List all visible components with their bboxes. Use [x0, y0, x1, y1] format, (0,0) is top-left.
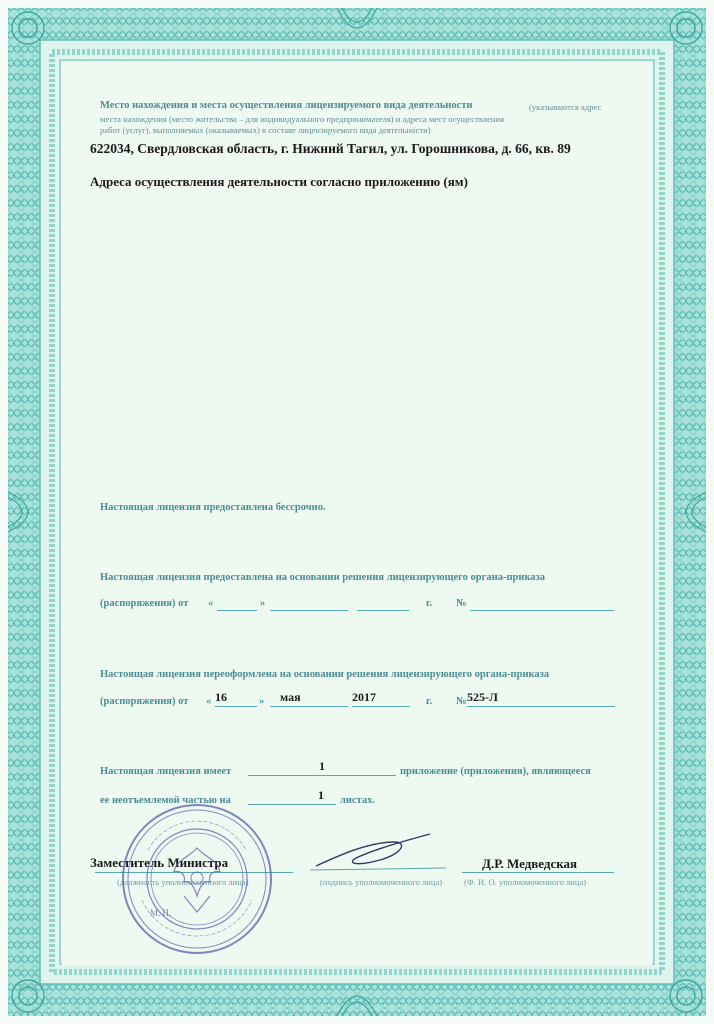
main-address: 622034, Свердловская область, г. Нижний Тагил, ул. Горошникова, д. 66, кв. 89: [90, 141, 571, 156]
name-line: [462, 860, 614, 873]
official-seal: [118, 800, 276, 958]
reissued-close-quote: »: [259, 696, 265, 707]
granted-day-field: [217, 596, 257, 611]
reissued-open-quote: «: [206, 696, 212, 707]
location-note-2: места нахождения (место жительства – для индивидуального предпринимателя) и адреса мест осуществления: [100, 114, 505, 124]
reissued-year-field: [352, 692, 410, 707]
signature-caption: (подпись уполномоченного лица): [320, 877, 443, 887]
reissued-month-field: [270, 692, 348, 707]
reissued-day-field: [215, 692, 257, 707]
appendix-text-c: ее неотъемлемой частью на: [100, 795, 231, 806]
location-title: Место нахождения и места осуществления лицензируемого вида деятельности: [100, 100, 473, 111]
reissued-year-suffix: г.: [426, 696, 433, 707]
reissued-month: мая: [280, 690, 301, 704]
signer-position: Заместитель Министра: [90, 855, 229, 870]
reissued-prefix: (распоряжения) от: [100, 696, 189, 707]
reissued-day: 16: [215, 690, 227, 704]
granted-prefix: (распоряжения) от: [100, 598, 189, 609]
granted-year-field: [357, 596, 409, 611]
granted-number-sign: №: [456, 598, 467, 609]
reissued-number-sign: №: [456, 696, 467, 707]
granted-close-quote: »: [260, 598, 266, 609]
appendix-count: 1: [319, 759, 325, 773]
signer-name: Д.Р. Медведская: [482, 856, 578, 871]
mp-mark: М. П.: [150, 908, 172, 918]
position-caption: (должность уполномоченного лица): [117, 877, 249, 887]
appendix-text-b: приложение (приложения), являющееся: [400, 766, 591, 777]
granted-open-quote: «: [208, 598, 214, 609]
location-note-3: работ (услуг), выполняемых (оказываемых) в составе лицензируемого вида деятельности): [100, 125, 431, 135]
appendix-text-d: листах.: [340, 795, 376, 806]
reissued-number-field: [467, 692, 615, 707]
granted-number-field: [470, 596, 614, 611]
reissued-year: 2017: [352, 690, 376, 704]
addresses-note: Адреса осуществления деятельности согласно приложению (ям): [90, 174, 468, 189]
handwritten-signature: [298, 830, 448, 876]
appendix-text-a: Настоящая лицензия имеет: [100, 766, 232, 777]
location-note-1: (указываются адрес: [529, 102, 602, 112]
license-term: Настоящая лицензия предоставлена бессрочно.: [100, 502, 326, 513]
reissued-line: Настоящая лицензия переоформлена на основании решения лицензирующего органа-приказа: [100, 669, 550, 680]
name-caption: (Ф. И. О. уполномоченного лица): [464, 877, 587, 887]
granted-month-field: [270, 596, 348, 611]
appendix-sheets: 1: [318, 788, 324, 802]
appendix-count-field: [248, 761, 396, 776]
granted-line: Настоящая лицензия предоставлена на основании решения лицензирующего органа-приказа: [100, 572, 546, 583]
reissued-number: 525-Л: [467, 690, 498, 704]
granted-year-suffix: г.: [426, 598, 433, 609]
